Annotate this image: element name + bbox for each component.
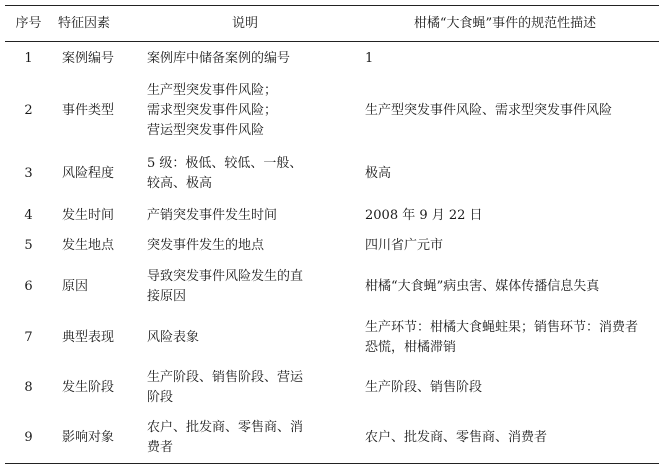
value-text: 1: [365, 50, 374, 66]
description-line: 产销突发事件发生时间: [147, 208, 278, 223]
value-text: 四川省广元市: [365, 238, 444, 253]
row-feature: 原因: [62, 278, 89, 294]
header-feature: 特征因素: [58, 15, 111, 31]
value-text: 2008 年 9 月 22 日: [365, 208, 483, 223]
header-no: 序号: [15, 15, 42, 31]
value-text: 极高: [365, 166, 392, 181]
row-description: [139, 312, 351, 364]
description-line: 突发事件发生的地点: [147, 238, 265, 253]
row-description: [139, 75, 351, 147]
description-line: 接原因: [147, 288, 187, 304]
table-row: [5, 412, 659, 464]
header-value: 柑橘“大食蝇”事件的规范性描述: [413, 15, 597, 31]
row-description: [139, 147, 351, 201]
value-text: 生产阶段、销售阶段: [365, 380, 483, 395]
row-no: 5: [24, 238, 33, 253]
row-no: 2: [24, 103, 33, 118]
row-description: [139, 412, 351, 464]
row-value: [351, 412, 659, 464]
value-text: 柑橘“大食蝇”病虫害、媒体传播信息失真: [365, 278, 600, 294]
row-no: 7: [24, 330, 33, 345]
description-line: 农户、批发商、零售商、消: [147, 419, 304, 435]
header-description: 说明: [231, 15, 258, 31]
value-text: 生产环节：柑橘大食蝇蛀果；销售环节：消费者恐慌，柑橘滞销: [365, 320, 639, 355]
table-header-row: [5, 6, 659, 42]
row-feature: 事件类型: [62, 103, 115, 118]
row-feature: 典型表现: [62, 330, 115, 345]
description-line: 5 级：极低、较低、一般、: [147, 156, 303, 171]
description-line: 较高、极高: [147, 176, 213, 191]
description-line: 需求型突发事件风险；: [147, 103, 278, 118]
row-value: [351, 75, 659, 147]
description-line: 阶段: [147, 390, 174, 405]
row-value: [351, 201, 659, 231]
table-row: [5, 312, 659, 364]
row-description: [139, 261, 351, 312]
row-no: 3: [24, 166, 33, 181]
row-value: [351, 42, 659, 76]
row-no: 4: [24, 208, 33, 223]
row-no: 1: [24, 50, 33, 66]
table-row: [5, 201, 659, 231]
row-description: [139, 42, 351, 76]
table-row: [5, 147, 659, 201]
row-value: [351, 312, 659, 364]
row-value: [351, 231, 659, 261]
row-feature: 影响对象: [62, 429, 115, 445]
row-value: [351, 364, 659, 412]
row-description: [139, 231, 351, 261]
row-no: 9: [24, 429, 33, 445]
description-line: 生产型突发事件风险；: [147, 83, 278, 98]
row-no: 8: [24, 380, 33, 395]
row-description: [139, 201, 351, 231]
description-line: 营运型突发事件风险: [147, 123, 265, 138]
table-row: [5, 364, 659, 412]
row-no: 6: [24, 278, 33, 294]
description-line: 导致突发事件风险发生的直: [147, 268, 304, 284]
row-value: [351, 147, 659, 201]
row-feature: 案例编号: [62, 50, 115, 66]
description-line: 生产阶段、销售阶段、营运: [147, 370, 304, 385]
row-description: [139, 364, 351, 412]
description-line: 风险表象: [147, 330, 200, 345]
description-line: 案例库中储备案例的编号: [147, 50, 291, 66]
row-feature: 发生地点: [62, 238, 115, 253]
value-text: 农户、批发商、零售商、消费者: [365, 429, 548, 445]
row-value: [351, 261, 659, 312]
row-feature: 发生时间: [62, 208, 115, 223]
row-feature: 发生阶段: [62, 380, 115, 395]
table-row: [5, 231, 659, 261]
table-row: [5, 261, 659, 312]
case-feature-table: [5, 5, 659, 464]
row-feature: 风险程度: [62, 166, 115, 181]
description-line: 费者: [147, 439, 174, 455]
value-text: 生产型突发事件风险、需求型突发事件风险: [365, 103, 613, 118]
table-row: [5, 75, 659, 147]
table-row: [5, 42, 659, 76]
